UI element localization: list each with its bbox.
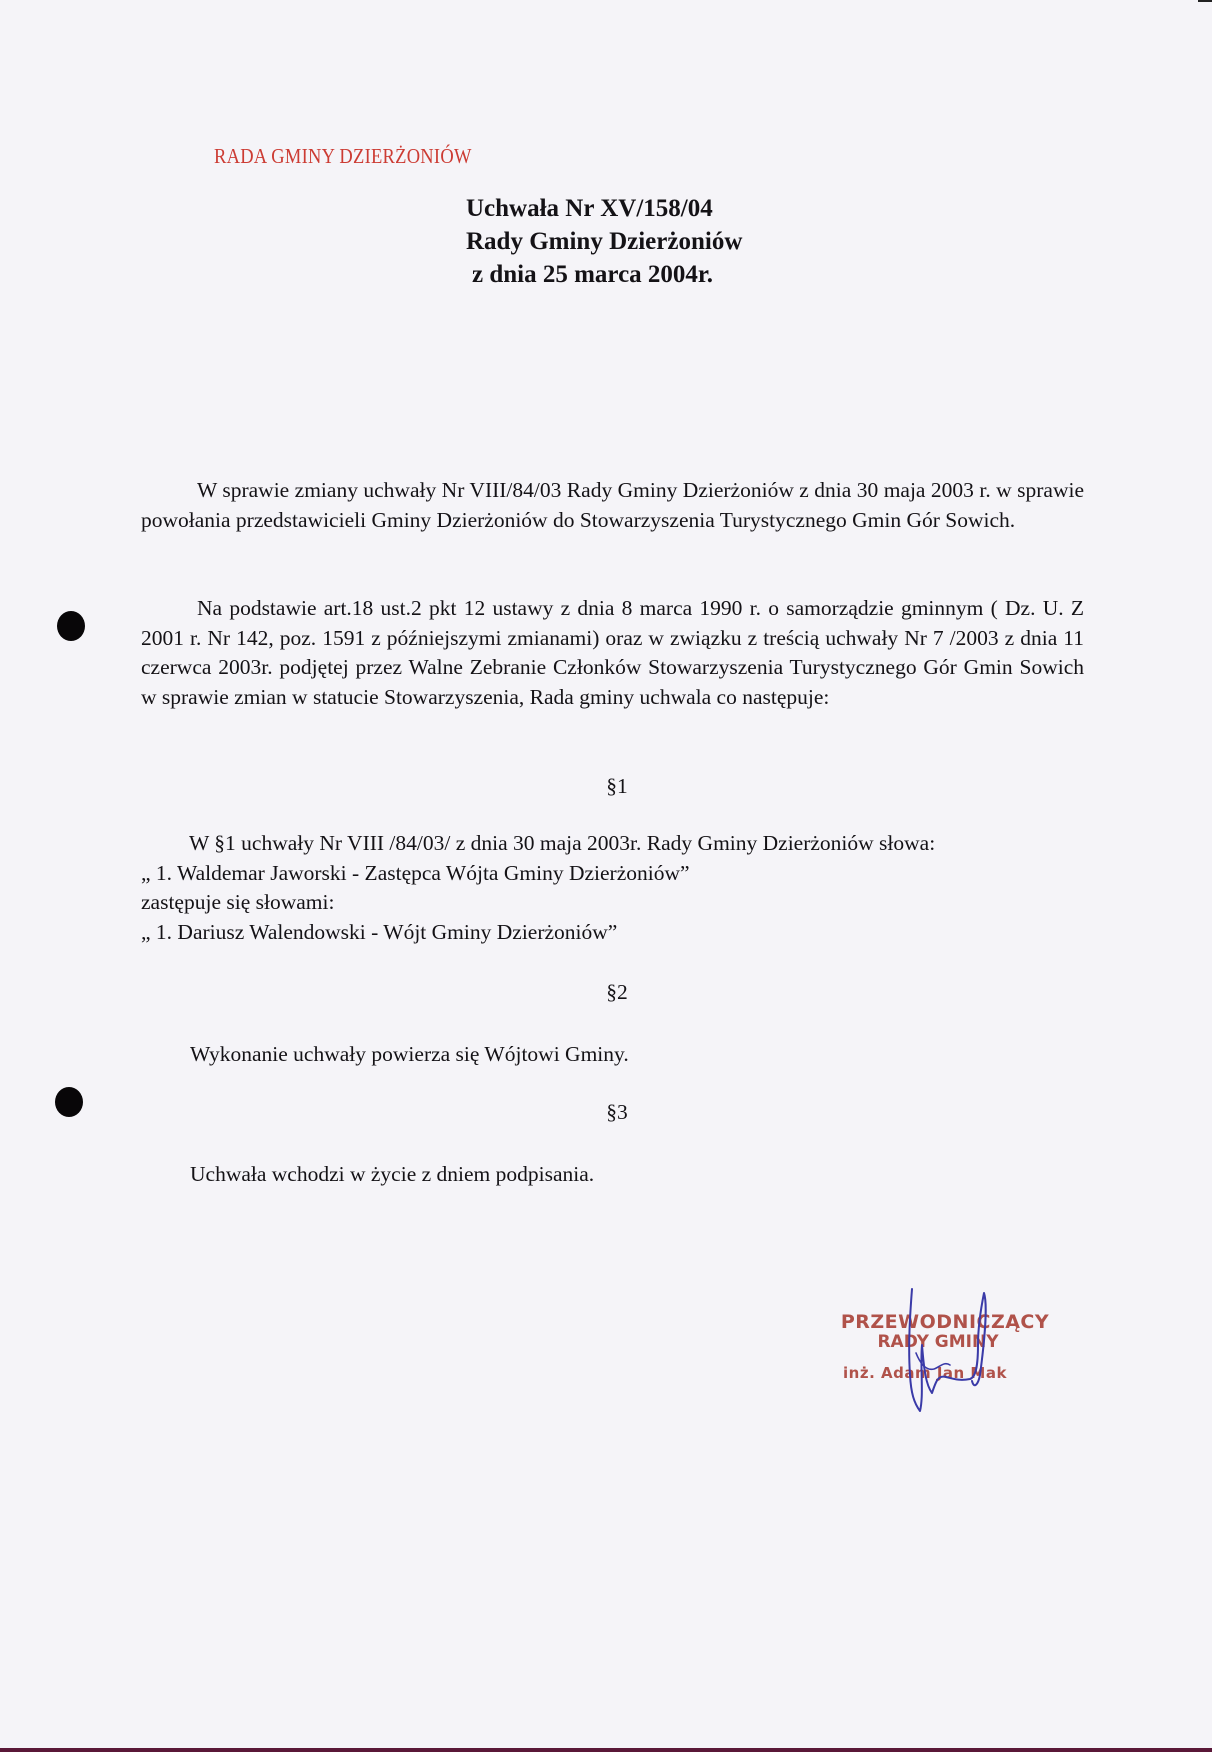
council-header-stamp: RADA GMINY DZIERŻONIÓW — [214, 144, 472, 168]
section-mark-3: §3 — [606, 1100, 628, 1124]
section-1-new-wording: „ 1. Dariusz Walendowski - Wójt Gminy Dzierżoniów” — [141, 919, 618, 944]
title-date: z dnia 25 marca 2004r. — [472, 261, 713, 288]
resolution-title — [466, 192, 742, 291]
section-2-content: Wykonanie uchwały powierza się Wójtowi Gminy. — [190, 1042, 629, 1066]
section-1-intro: W §1 uchwały Nr VIII /84/03/ z dnia 30 maja 2003r. Rady Gminy Dzierżoniów słowa: — [189, 831, 936, 855]
section-1-content — [141, 829, 1084, 947]
legal-basis-paragraph: Na podstawie art.18 ust.2 pkt 12 ustawy z dnia 8 marca 1990 r. o samorządzie gminnym ( Dz. U. Z 2001 r. Nr 142, poz. 1591 z późniejszymi zmianami) oraz w związku z treścią uchwały Nr 7 /2003 z dnia 11 czerwca 2003r. podjętej przez Walne Zebranie Członków Stowarzyszenia Turystycznego Gór Gmin Sowich w sprawie zmian w statucie Stowarzyszenia, Rada gminy uchwala co następuje: — [141, 596, 1084, 709]
title-council: Rady Gminy Dzierżoniów — [466, 228, 743, 255]
section-1-replacement-phrase: zastępuje się słowami: — [141, 890, 335, 914]
title-resolution-number: Uchwała Nr XV/158/04 — [466, 195, 713, 222]
stamp-title: PRZEWODNICZĄCY — [840, 1311, 1050, 1333]
scan-bottom-edge — [0, 1748, 1212, 1752]
stamp-subtitle: RADY GMINY — [877, 1332, 999, 1352]
section-3-content: Uchwała wchodzi w życie z dniem podpisania. — [190, 1162, 595, 1186]
section-mark-2: §2 — [606, 980, 628, 1004]
stamp-name: inż. Adam Jan Mak — [843, 1364, 1007, 1382]
handwritten-signature — [880, 1285, 1000, 1415]
punch-hole — [57, 611, 85, 641]
section-mark-1: §1 — [606, 774, 628, 798]
scan-corner-mark — [1198, 0, 1212, 2]
section-1-old-wording: „ 1. Waldemar Jaworski - Zastępca Wójta Gminy Dzierżoniów” — [141, 860, 690, 885]
subject-paragraph: W sprawie zmiany uchwały Nr VIII/84/03 Rady Gminy Dzierżoniów z dnia 30 maja 2003 r. w sprawie powołania przedstawicieli Gminy Dzierżoniów do Stowarzyszenia Turystycznego Gmin Gór Sowich. — [141, 478, 1084, 532]
